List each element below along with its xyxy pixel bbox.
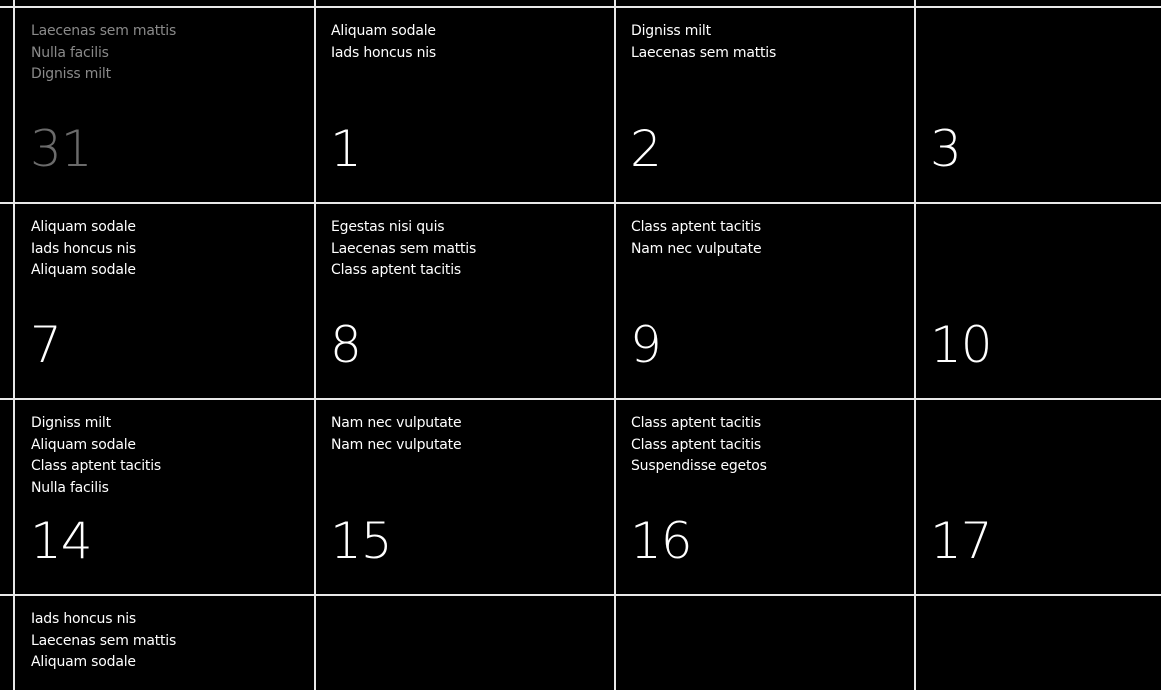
event-list bbox=[331, 217, 476, 282]
day-cell[interactable] bbox=[14, 595, 314, 690]
event-item[interactable]: Class aptent tacitis bbox=[331, 262, 461, 278]
event-item[interactable]: Aliquam sodale bbox=[31, 436, 136, 453]
grid-divider-horizontal bbox=[0, 594, 1161, 596]
event-item[interactable]: Laecenas sem mattis bbox=[631, 44, 777, 61]
day-cell[interactable] bbox=[14, 399, 314, 595]
event-list bbox=[31, 413, 161, 499]
day-number: 7 bbox=[30, 316, 61, 374]
day-cell[interactable] bbox=[14, 203, 314, 399]
event-item[interactable]: Digniss milt bbox=[631, 23, 711, 39]
event-list bbox=[631, 413, 767, 478]
grid-divider-vertical bbox=[614, 0, 616, 690]
event-item[interactable]: Aliquam sodale bbox=[31, 654, 136, 670]
event-item[interactable]: Laecenas sem mattis bbox=[331, 240, 477, 257]
day-cell[interactable] bbox=[914, 7, 1161, 203]
event-list bbox=[31, 217, 136, 282]
day-number: 31 bbox=[30, 120, 92, 178]
event-item[interactable]: Iads honcus nis bbox=[331, 44, 437, 61]
event-item[interactable]: Nulla facilis bbox=[31, 44, 109, 61]
day-number: 8 bbox=[330, 316, 361, 374]
day-cell[interactable] bbox=[314, 7, 614, 203]
event-item[interactable]: Class aptent tacitis bbox=[631, 219, 761, 235]
event-item[interactable]: Aliquam sodale bbox=[31, 219, 136, 235]
event-list bbox=[631, 217, 761, 260]
day-cell[interactable] bbox=[914, 399, 1161, 595]
day-cell[interactable] bbox=[314, 203, 614, 399]
event-item[interactable]: Laecenas sem mattis bbox=[31, 632, 177, 649]
event-item[interactable]: Nam nec vulputate bbox=[331, 415, 462, 431]
day-cell[interactable] bbox=[314, 595, 614, 690]
event-list bbox=[31, 21, 176, 86]
day-cell[interactable] bbox=[614, 399, 914, 595]
event-item[interactable]: Nulla facilis bbox=[31, 479, 109, 496]
grid-divider-vertical bbox=[914, 0, 916, 690]
day-cell[interactable] bbox=[614, 595, 914, 690]
day-number: 9 bbox=[630, 316, 661, 374]
event-item[interactable]: Aliquam sodale bbox=[31, 262, 136, 278]
day-cell[interactable] bbox=[614, 203, 914, 399]
event-item[interactable]: Digniss milt bbox=[31, 415, 111, 431]
event-item[interactable]: Suspendisse egetos bbox=[631, 458, 767, 474]
day-cell[interactable] bbox=[614, 7, 914, 203]
event-list bbox=[331, 413, 461, 456]
event-item[interactable]: Digniss milt bbox=[31, 66, 111, 82]
event-list bbox=[331, 21, 436, 64]
event-list bbox=[631, 21, 776, 64]
event-item[interactable]: Aliquam sodale bbox=[331, 23, 436, 39]
day-cell[interactable] bbox=[914, 595, 1161, 690]
day-cell[interactable] bbox=[314, 399, 614, 595]
event-item[interactable]: Class aptent tacitis bbox=[31, 458, 161, 474]
event-item[interactable]: Nam nec vulputate bbox=[631, 240, 762, 257]
grid-divider-horizontal bbox=[0, 398, 1161, 400]
event-item[interactable]: Iads honcus nis bbox=[31, 240, 137, 257]
day-cell[interactable] bbox=[914, 203, 1161, 399]
grid-divider-horizontal bbox=[0, 202, 1161, 204]
day-number: 3 bbox=[930, 120, 961, 178]
day-cell[interactable] bbox=[14, 7, 314, 203]
day-number: 14 bbox=[30, 512, 92, 570]
grid-divider-vertical bbox=[314, 0, 316, 690]
event-item[interactable]: Iads honcus nis bbox=[31, 611, 137, 627]
event-item[interactable]: Class aptent tacitis bbox=[631, 415, 761, 431]
event-list bbox=[31, 609, 176, 674]
event-item[interactable]: Nam nec vulputate bbox=[331, 436, 462, 453]
day-number: 10 bbox=[930, 316, 992, 374]
grid-divider-vertical bbox=[13, 0, 15, 690]
day-number: 16 bbox=[630, 512, 692, 570]
day-number: 17 bbox=[930, 512, 992, 570]
event-item[interactable]: Egestas nisi quis bbox=[331, 219, 445, 235]
event-item[interactable]: Class aptent tacitis bbox=[631, 436, 761, 453]
day-number: 2 bbox=[630, 120, 661, 178]
grid-divider-horizontal bbox=[0, 6, 1161, 8]
event-item[interactable]: Laecenas sem mattis bbox=[31, 23, 177, 39]
day-number: 1 bbox=[330, 120, 361, 178]
day-number: 15 bbox=[330, 512, 392, 570]
